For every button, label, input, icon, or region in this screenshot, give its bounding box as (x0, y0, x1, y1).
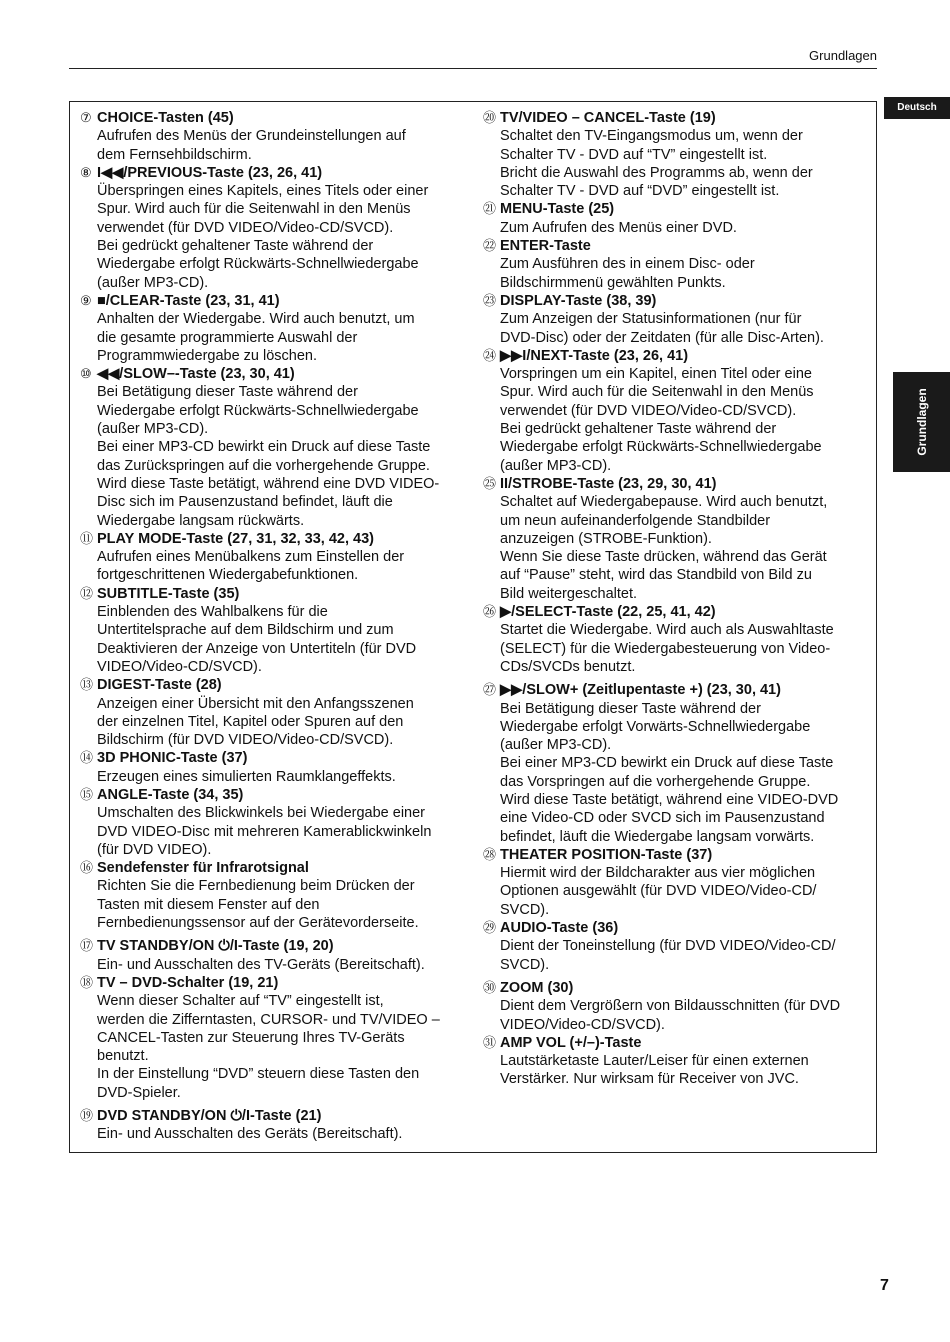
key-entry-heading (80, 749, 475, 767)
description-line: befindet, läuft die Wiedergabe langsam vorwärts. (500, 828, 815, 845)
key-entry (483, 1034, 871, 1089)
key-entry-description (97, 310, 475, 365)
callout-number: ⑰ (80, 938, 94, 954)
description-line: Ein- und Ausschalten des Geräts (Bereitschaft). (97, 1126, 403, 1143)
description-line: Anzeigen einer Übersicht mit den Anfangsszenen (97, 695, 414, 712)
key-entry-heading (80, 365, 475, 383)
description-line: Programmwiedergabe zu löschen. (97, 347, 318, 364)
callout-number: ㉔ (483, 347, 497, 363)
description-line: Bei gedrückt gehaltener Taste während der (500, 421, 777, 438)
callout-number: ㉚ (483, 979, 497, 995)
description-line: SVCD). (500, 956, 550, 973)
key-entry-title: PLAY MODE-Taste (27, 31, 32, 33, 42, 43) (97, 530, 374, 547)
key-entry (483, 237, 871, 292)
page-number: 7 (880, 1277, 889, 1294)
key-entry-title: ■/CLEAR-Taste (23, 31, 41) (97, 292, 280, 309)
callout-number: ⑦ (80, 110, 92, 125)
description-line: Richten Sie die Fernbedienung beim Drücken der (97, 878, 415, 895)
right-column (483, 109, 871, 1089)
description-line: Ein- und Ausschalten des TV-Geräts (Bereitschaft). (97, 956, 425, 973)
key-entry (483, 475, 871, 603)
header-rule (69, 68, 877, 69)
description-line: anzuzeigen (STROBE-Funktion). (500, 530, 712, 547)
key-entry (80, 676, 475, 749)
key-entry-description (500, 219, 871, 237)
callout-number: ⑬ (80, 677, 94, 693)
key-entry-description (500, 864, 871, 919)
description-line: Schaltet den TV-Eingangsmodus um, wenn der (500, 128, 803, 145)
description-line: Bei Betätigung dieser Taste während der (97, 384, 358, 401)
section-tab (893, 372, 950, 472)
key-entry-description (97, 992, 475, 1102)
section-tab-label: Grundlagen (914, 388, 929, 456)
key-entry-title: ZOOM (30) (500, 979, 574, 996)
key-entry (483, 109, 871, 200)
key-entry-heading (80, 1107, 475, 1125)
key-entry (80, 164, 475, 292)
description-line: VIDEO/Video-CD/SVCD). (97, 658, 262, 675)
description-line: Startet die Wiedergabe. Wird auch als Auswahltaste (500, 622, 834, 639)
callout-number: ⑳ (483, 110, 497, 125)
description-line: Spur. Wird auch für die Seitenwahl in den Menüs (97, 201, 411, 218)
key-entry (80, 585, 475, 676)
description-line: Bricht die Auswahl des Programms ab, wenn der (500, 164, 813, 181)
key-entry-heading (80, 676, 475, 694)
description-line: Bei einer MP3-CD bewirkt ein Druck auf diese Taste (500, 755, 834, 772)
description-line: Bildschirmmenü gewählten Punkts. (500, 274, 726, 291)
description-line: DVD VIDEO-Disc mit mehreren Kamerablickwinkeln (97, 823, 432, 840)
description-line: Schalter TV - DVD auf “TV” eingestellt ist. (500, 146, 768, 163)
key-entry-description (97, 182, 475, 292)
key-entry-title: AUDIO-Taste (36) (500, 920, 619, 937)
description-line: werden die Zifferntasten, CURSOR- und TV/VIDEO – (97, 1011, 440, 1028)
callout-number: ㉒ (483, 238, 497, 254)
description-line: eine Video-CD oder SVCD sich im Pausenzustand (500, 810, 825, 827)
key-entry (483, 603, 871, 676)
key-entry-title: ◀◀/SLOW–-Taste (23, 30, 41) (97, 366, 295, 383)
description-line: Bei einer MP3-CD bewirkt ein Druck auf diese Taste (97, 439, 431, 456)
key-entry-title: TV – DVD-Schalter (19, 21) (97, 974, 279, 991)
callout-number: ㉑ (483, 201, 497, 217)
callout-number: ㉙ (483, 920, 497, 936)
description-line: fortgeschrittenen Wiedergabefunktionen. (97, 567, 359, 584)
key-entry-heading (483, 681, 871, 699)
description-line: Wenn Sie diese Taste drücken, während das Gerät (500, 549, 827, 566)
description-line: (SELECT) für die Wiedergabesteuerung von Video- (500, 640, 831, 657)
key-entry-heading (80, 786, 475, 804)
description-line: CDs/SVCDs benutzt. (500, 658, 636, 675)
key-entry-heading (80, 164, 475, 182)
key-entry-description (97, 383, 475, 529)
key-entry-heading (483, 919, 871, 937)
key-entry (80, 786, 475, 859)
description-line: (für DVD VIDEO). (97, 841, 212, 858)
description-line: Zum Aufrufen des Menüs einer DVD. (500, 219, 737, 236)
description-line: benutzt. (97, 1048, 149, 1065)
description-line: (außer MP3-CD). (500, 457, 612, 474)
key-entry-description (97, 603, 475, 676)
key-entry-heading (483, 1034, 871, 1052)
key-entry-title: Sendefenster für Infrarotsignal (97, 860, 309, 877)
description-line: Wiedergabe erfolgt Rückwärts-Schnellwiedergabe (97, 256, 419, 273)
key-entry-heading (483, 846, 871, 864)
key-entry-description (97, 127, 475, 164)
callout-number: ⑩ (80, 366, 92, 382)
description-line: Wiedergabe erfolgt Rückwärts-Schnellwiedergabe (500, 439, 822, 456)
callout-number: ⑮ (80, 786, 94, 802)
key-entry-heading (483, 109, 871, 127)
running-header: Grundlagen (809, 48, 877, 63)
description-line: verwendet (für DVD VIDEO/Video-CD/SVCD). (97, 219, 394, 236)
key-entry-description (500, 493, 871, 603)
description-line: DVD-Spieler. (97, 1084, 181, 1101)
key-entry (80, 1107, 475, 1144)
key-entry-title: ▶/SELECT-Taste (22, 25, 41, 42) (500, 604, 716, 621)
description-line: Bild weitergeschaltet. (500, 585, 638, 602)
callout-number: ㉗ (483, 682, 497, 698)
description-line: (außer MP3-CD). (97, 421, 209, 438)
key-entry-heading (80, 292, 475, 310)
key-entry-title: DISPLAY-Taste (38, 39) (500, 292, 657, 309)
key-entry (483, 846, 871, 919)
key-entry-description (97, 804, 475, 859)
left-column (80, 109, 475, 1144)
key-entry (483, 347, 871, 475)
description-line: Vorspringen um ein Kapitel, einen Titel oder eine (500, 366, 812, 383)
description-line: Wiedergabe erfolgt Vorwärts-Schnellwiedergabe (500, 718, 811, 735)
key-entry-title: TV STANDBY/ON ⏻/I-Taste (19, 20) (97, 938, 334, 955)
description-line: Wiedergabe langsam rückwärts. (97, 512, 305, 529)
description-line: (außer MP3-CD). (500, 737, 612, 754)
key-entry-title: ▶▶/SLOW+ (Zeitlupentaste +) (23, 30, 41) (500, 682, 781, 699)
description-line: In der Einstellung “DVD” steuern diese Tasten den (97, 1066, 420, 1083)
key-entry-description (500, 700, 871, 846)
description-line: die gesamte programmierte Auswahl der (97, 329, 358, 346)
description-line: Optionen ausgewählt (für DVD VIDEO/Video-CD/ (500, 883, 817, 900)
key-entry-description (500, 937, 871, 974)
description-line: Deaktivieren der Anzeige von Untertiteln (für DVD (97, 640, 417, 657)
description-line: Überspringen eines Kapitels, eines Titels oder einer (97, 183, 429, 200)
callout-number: ⑯ (80, 860, 94, 876)
description-line: CANCEL-Tasten zur Steuerung Ihres TV-Geräts (97, 1029, 405, 1046)
description-line: Schalter TV - DVD auf “DVD” eingestellt ist. (500, 183, 780, 200)
key-entry-title: 3D PHONIC-Taste (37) (97, 750, 248, 767)
description-line: Einblenden des Wahlbalkens für die (97, 604, 328, 621)
key-entry-heading (80, 585, 475, 603)
description-line: Wenn dieser Schalter auf “TV” eingestellt ist, (97, 993, 384, 1010)
callout-number: ㉓ (483, 292, 497, 308)
key-entry-description (97, 956, 475, 974)
description-line: Zum Ausführen des in einem Disc- oder (500, 256, 755, 273)
callout-number: ⑪ (80, 530, 94, 546)
key-entry-heading (483, 200, 871, 218)
description-line: Fernbedienungssensor auf der Gerätevorderseite. (97, 915, 419, 932)
language-tab: Deutsch (884, 97, 950, 119)
description-line: Wird diese Taste betätigt, während eine DVD VIDEO- (97, 475, 440, 492)
key-entry-title: THEATER POSITION-Taste (37) (500, 846, 713, 863)
key-entry (80, 859, 475, 932)
key-entry (483, 681, 871, 846)
key-entry (80, 109, 475, 164)
key-entry-heading (483, 979, 871, 997)
description-line: verwendet (für DVD VIDEO/Video-CD/SVCD). (500, 402, 797, 419)
callout-number: ㉛ (483, 1034, 497, 1050)
key-entry-description (500, 997, 871, 1034)
description-line: dem Fernsehbildschirm. (97, 146, 252, 163)
key-entry-description (97, 548, 475, 585)
description-line: Disc sich im Pausenzustand befindet, läuft die (97, 494, 393, 511)
key-entry (80, 937, 475, 974)
key-entry (483, 200, 871, 237)
key-entry-title: AMP VOL (+/–)-Taste (500, 1034, 642, 1051)
description-line: VIDEO/Video-CD/SVCD). (500, 1016, 665, 1033)
key-entry-heading (483, 475, 871, 493)
description-line: Bildschirm (für DVD VIDEO/Video-CD/SVCD). (97, 732, 394, 749)
description-line: das Vorspringen auf die vorhergehende Gruppe. (500, 773, 811, 790)
key-entry-heading (80, 974, 475, 992)
key-entry (80, 974, 475, 1102)
description-line: Untertitelsprache auf dem Bildschirm und zum (97, 622, 394, 639)
callout-number: ⑲ (80, 1108, 94, 1124)
key-entry (483, 292, 871, 347)
description-line: auf “Pause” steht, wird das Standbild von Bild zu (500, 567, 812, 584)
description-line: das Zurückspringen auf die vorhergehende Gruppe. (97, 457, 430, 474)
description-line: Wird diese Taste betätigt, während eine VIDEO-DVD (500, 791, 839, 808)
description-line: Zum Anzeigen der Statusinformationen (nur für (500, 311, 802, 328)
key-entry-description (500, 255, 871, 292)
key-entry-heading (80, 109, 475, 127)
callout-number: ⑨ (80, 292, 92, 308)
key-entry-heading (80, 530, 475, 548)
key-entry-title: TV/VIDEO – CANCEL-Taste (19) (500, 110, 716, 126)
key-entry-title: I◀◀/PREVIOUS-Taste (23, 26, 41) (97, 164, 323, 181)
key-entry-heading (483, 603, 871, 621)
description-line: Spur. Wird auch für die Seitenwahl in den Menüs (500, 384, 814, 401)
key-entry-title: CHOICE-Tasten (45) (97, 110, 234, 126)
description-line: um neun aufeinanderfolgende Standbilder (500, 512, 771, 529)
key-entry-title: ANGLE-Taste (34, 35) (97, 786, 244, 803)
key-entry-title: ▶▶I/NEXT-Taste (23, 26, 41) (500, 347, 689, 364)
key-entry-title: ENTER-Taste (500, 238, 591, 255)
key-entry-description (500, 1052, 871, 1089)
callout-number: ⑭ (80, 750, 94, 766)
key-entry (80, 530, 475, 585)
description-line: (außer MP3-CD). (97, 274, 209, 291)
key-entry-title: SUBTITLE-Taste (35) (97, 585, 240, 602)
callout-number: ㉕ (483, 475, 497, 491)
key-entry-description (97, 768, 475, 786)
description-line: Bei Betätigung dieser Taste während der (500, 700, 761, 717)
description-line: Bei gedrückt gehaltener Taste während der (97, 238, 374, 255)
key-entry-heading (80, 937, 475, 955)
key-entry (80, 292, 475, 365)
key-entry-heading (483, 292, 871, 310)
description-line: der einzelnen Titel, Kapitel oder Spuren auf den (97, 713, 404, 730)
callout-number: ㉘ (483, 846, 497, 862)
description-line: DVD-Disc) oder der Zeitdaten (für alle Disc-Arten). (500, 329, 824, 346)
description-line: Dient dem Vergrößern von Bildausschnitten (für DVD (500, 998, 841, 1015)
key-entry-heading (80, 859, 475, 877)
callout-number: ⑧ (80, 164, 92, 180)
description-line: Schaltet auf Wiedergabepause. Wird auch benutzt, (500, 494, 828, 511)
key-entry-description (97, 1125, 475, 1143)
callout-number: ⑫ (80, 585, 94, 601)
key-entry-title: II/STROBE-Taste (23, 29, 30, 41) (500, 475, 717, 492)
key-entry-description (500, 127, 871, 200)
description-line: Erzeugen eines simulierten Raumklangeffekts. (97, 768, 396, 785)
key-entry-description (500, 310, 871, 347)
description-line: Aufrufen des Menüs der Grundeinstellungen auf (97, 128, 406, 145)
key-entry (80, 749, 475, 786)
description-line: Wiedergabe erfolgt Rückwärts-Schnellwiedergabe (97, 402, 419, 419)
callout-number: ⑱ (80, 974, 94, 990)
description-line: SVCD). (500, 901, 550, 918)
description-line: Aufrufen eines Menübalkens zum Einstellen der (97, 549, 405, 566)
description-line: Lautstärketaste Lauter/Leiser für einen externen (500, 1053, 809, 1070)
description-line: Umschalten des Blickwinkels bei Wiedergabe einer (97, 805, 426, 822)
callout-number: ㉖ (483, 604, 497, 620)
key-entry-title: MENU-Taste (25) (500, 201, 615, 218)
description-line: Dient der Toneinstellung (für DVD VIDEO/Video-CD/ (500, 938, 836, 955)
key-entry-description (97, 695, 475, 750)
key-entry-description (500, 365, 871, 475)
key-entry-title: DVD STANDBY/ON ⏻/I-Taste (21) (97, 1108, 322, 1125)
description-line: Anhalten der Wiedergabe. Wird auch benutzt, um (97, 311, 415, 328)
description-line: Verstärker. Nur wirksam für Receiver von JVC. (500, 1071, 799, 1088)
key-entry-title: DIGEST-Taste (28) (97, 677, 222, 694)
description-line: Tasten mit diesem Fenster auf den (97, 896, 320, 913)
key-entry-description (97, 877, 475, 932)
key-entry-description (500, 621, 871, 676)
key-entry (483, 979, 871, 1034)
key-description-box (69, 101, 877, 1153)
key-entry-heading (483, 237, 871, 255)
description-line: Hiermit wird der Bildcharakter aus vier möglichen (500, 865, 816, 882)
key-entry (80, 365, 475, 530)
key-entry (483, 919, 871, 974)
key-entry-heading (483, 347, 871, 365)
